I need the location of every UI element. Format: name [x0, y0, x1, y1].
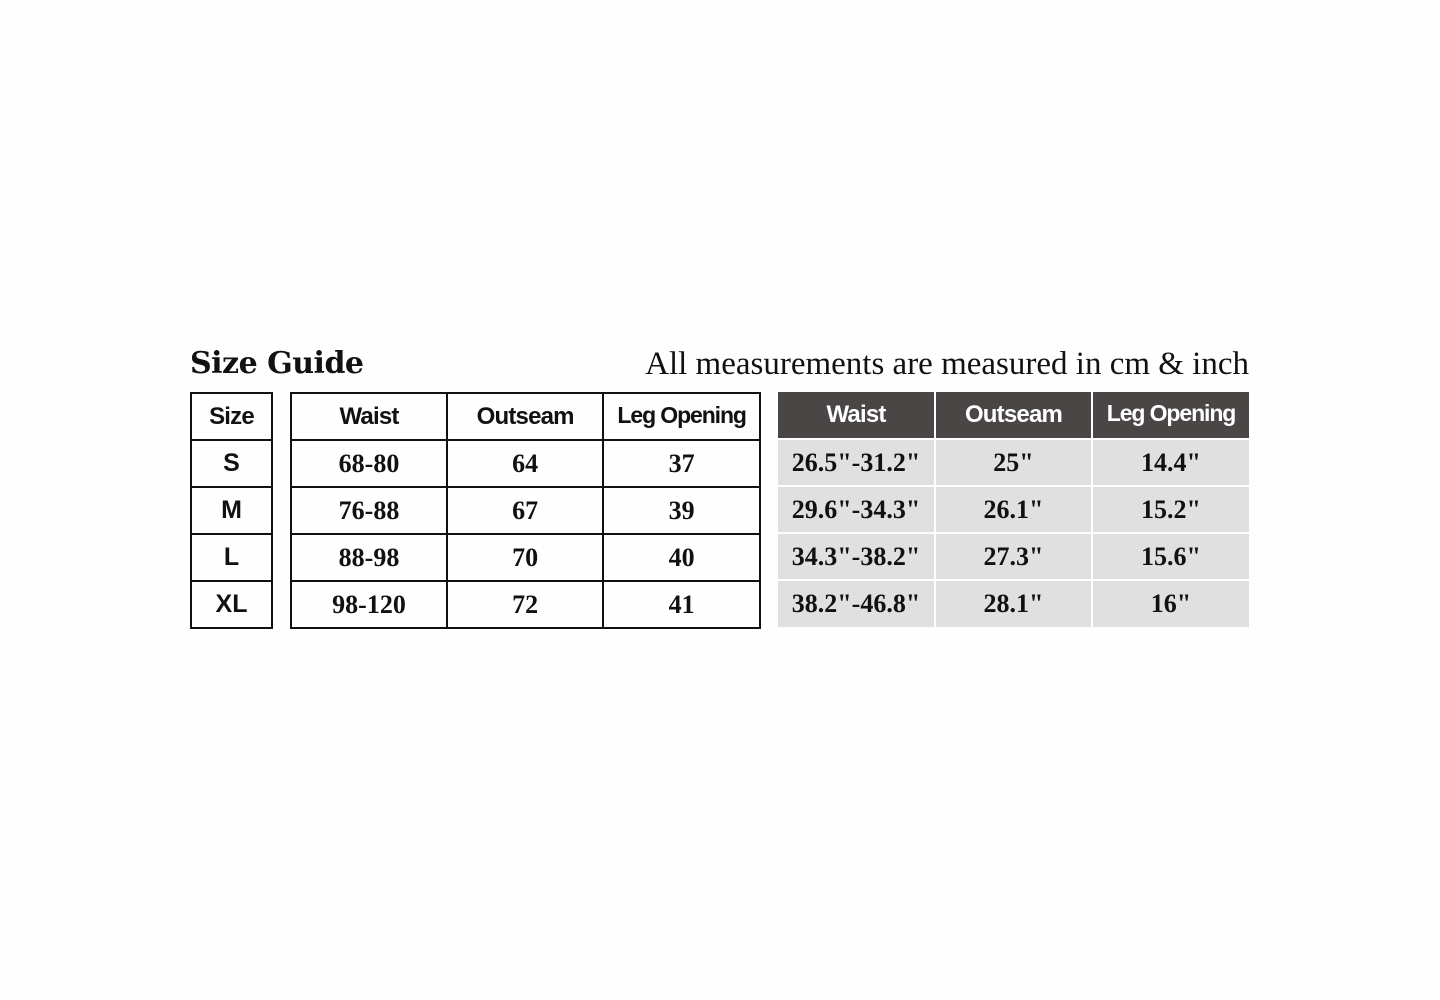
outseam-cell: 27.3" — [935, 533, 1092, 580]
waist-cell: 34.3"-38.2" — [778, 533, 935, 580]
table-row — [191, 440, 272, 487]
leg-opening-cell: 39 — [603, 487, 760, 534]
column-header-leg-opening: Leg Opening — [603, 393, 760, 440]
size-cell: S — [191, 440, 272, 487]
waist-cell: 76-88 — [291, 487, 447, 534]
table-row — [191, 534, 272, 581]
table-row — [778, 533, 1249, 580]
leg-opening-cell: 37 — [603, 440, 760, 487]
table-header-row — [291, 393, 760, 440]
table-header-row — [191, 393, 272, 440]
column-header-leg-opening: Leg Opening — [1092, 392, 1249, 439]
leg-opening-cell: 15.6" — [1092, 533, 1249, 580]
page-title: Size Guide — [190, 346, 364, 381]
size-cell: L — [191, 534, 272, 581]
cm-measurements-table — [290, 392, 761, 629]
waist-cell: 26.5"-31.2" — [778, 439, 935, 486]
measurement-note: All measurements are measured in cm & inch — [645, 346, 1249, 382]
size-table — [190, 392, 273, 629]
outseam-cell: 28.1" — [935, 580, 1092, 627]
leg-opening-cell: 40 — [603, 534, 760, 581]
size-cell: XL — [191, 581, 272, 628]
leg-opening-cell: 15.2" — [1092, 486, 1249, 533]
table-row — [191, 487, 272, 534]
waist-cell: 38.2"-46.8" — [778, 580, 935, 627]
column-header-size: Size — [191, 393, 272, 440]
table-row — [191, 581, 272, 628]
column-header-waist: Waist — [291, 393, 447, 440]
table-row — [778, 580, 1249, 627]
column-header-outseam: Outseam — [935, 392, 1092, 439]
table-row — [291, 534, 760, 581]
column-header-outseam: Outseam — [447, 393, 603, 440]
outseam-cell: 70 — [447, 534, 603, 581]
leg-opening-cell: 41 — [603, 581, 760, 628]
waist-cell: 29.6"-34.3" — [778, 486, 935, 533]
table-row — [778, 439, 1249, 486]
leg-opening-cell: 16" — [1092, 580, 1249, 627]
outseam-cell: 26.1" — [935, 486, 1092, 533]
waist-cell: 98-120 — [291, 581, 447, 628]
outseam-cell: 72 — [447, 581, 603, 628]
table-row — [778, 486, 1249, 533]
table-row — [291, 487, 760, 534]
inch-measurements-table — [778, 392, 1249, 627]
size-cell: M — [191, 487, 272, 534]
leg-opening-cell: 14.4" — [1092, 439, 1249, 486]
table-header-row — [778, 392, 1249, 439]
waist-cell: 88-98 — [291, 534, 447, 581]
column-header-waist: Waist — [778, 392, 935, 439]
outseam-cell: 25" — [935, 439, 1092, 486]
outseam-cell: 67 — [447, 487, 603, 534]
table-row — [291, 440, 760, 487]
waist-cell: 68-80 — [291, 440, 447, 487]
outseam-cell: 64 — [447, 440, 603, 487]
table-row — [291, 581, 760, 628]
